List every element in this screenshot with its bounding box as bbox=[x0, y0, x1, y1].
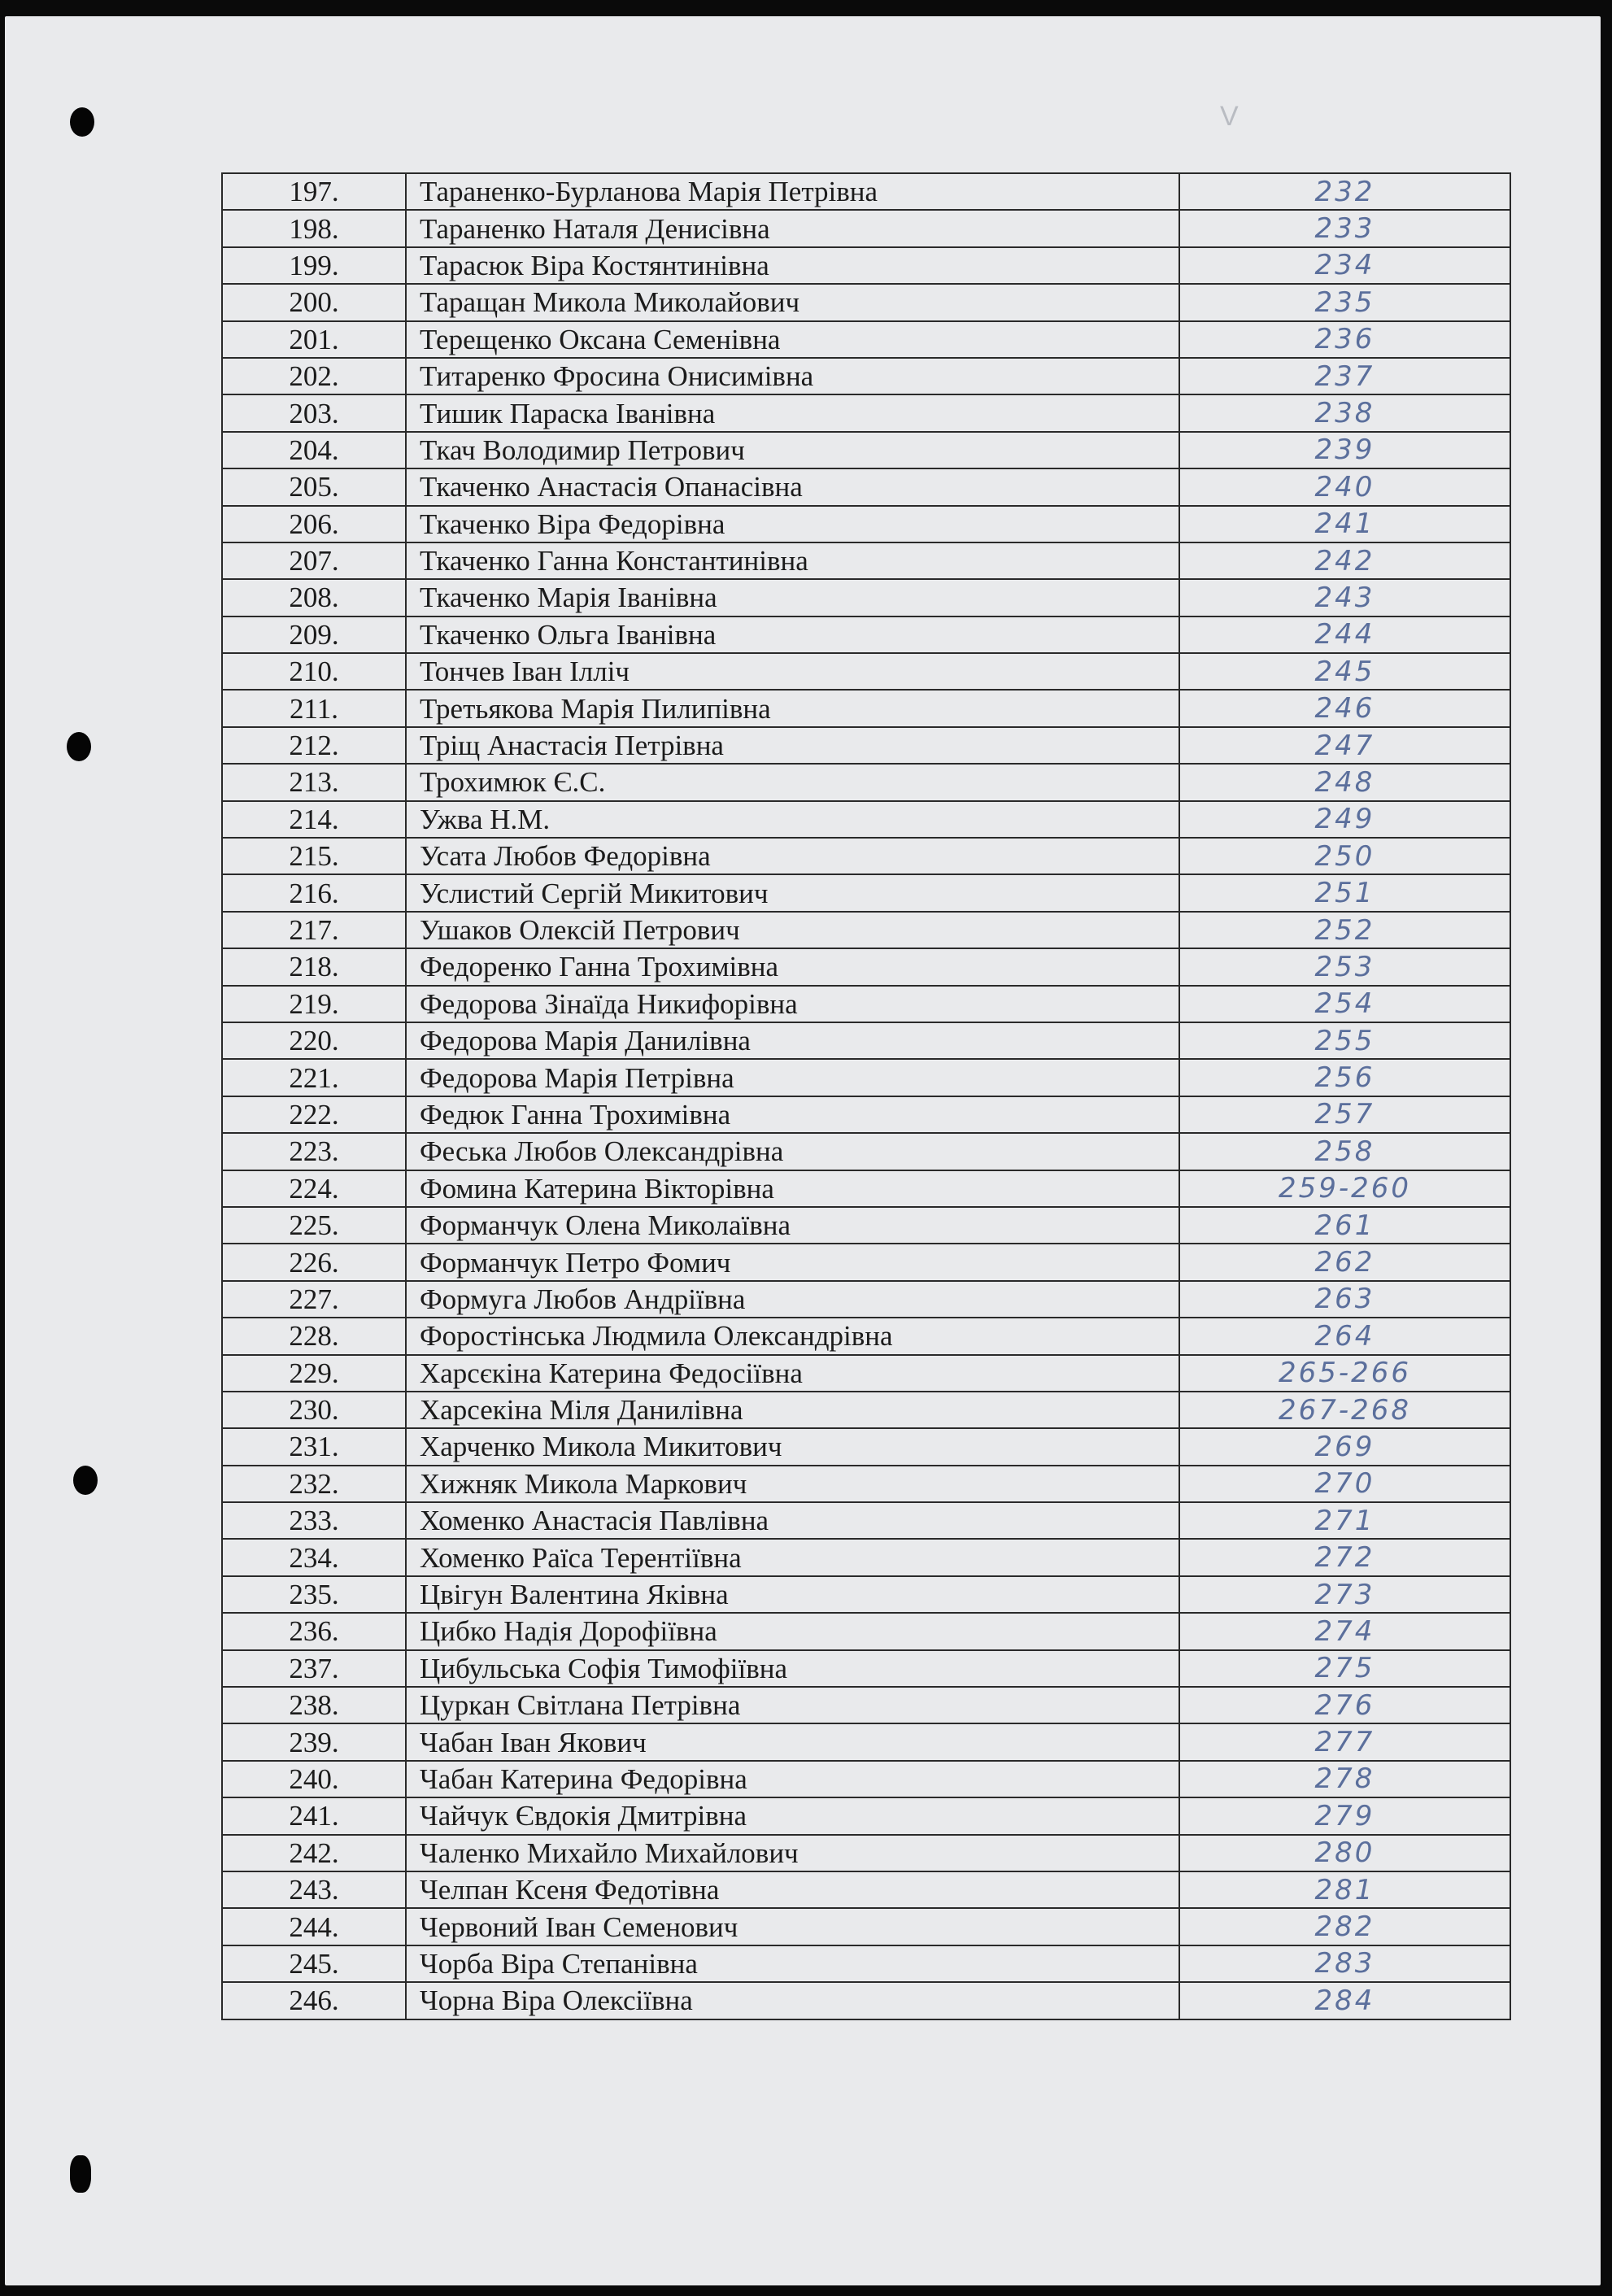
punch-hole-upper-middle bbox=[67, 732, 91, 761]
table-row bbox=[222, 986, 1510, 1022]
row-number: 229. bbox=[222, 1355, 406, 1392]
row-number: 223. bbox=[222, 1133, 406, 1170]
person-name: Терещенко Оксана Семенівна bbox=[406, 321, 1179, 358]
page-reference: 282 bbox=[1179, 1908, 1510, 1945]
row-number: 199. bbox=[222, 247, 406, 284]
page-reference: 233 bbox=[1179, 210, 1510, 246]
table-row bbox=[222, 801, 1510, 838]
person-name: Фомина Катерина Вікторівна bbox=[406, 1170, 1179, 1207]
row-number: 232. bbox=[222, 1466, 406, 1502]
row-number: 219. bbox=[222, 986, 406, 1022]
person-name: Хижняк Микола Маркович bbox=[406, 1466, 1179, 1502]
row-number: 203. bbox=[222, 394, 406, 431]
person-name: Титаренко Фросина Онисимівна bbox=[406, 358, 1179, 394]
table-row bbox=[222, 394, 1510, 431]
page-reference: 253 bbox=[1179, 948, 1510, 985]
table-row bbox=[222, 764, 1510, 800]
person-name: Хоменко Анастасія Павлівна bbox=[406, 1502, 1179, 1539]
table-row bbox=[222, 616, 1510, 653]
row-number: 221. bbox=[222, 1059, 406, 1096]
table-row bbox=[222, 468, 1510, 505]
page-reference: 256 bbox=[1179, 1059, 1510, 1096]
table-row bbox=[222, 912, 1510, 948]
page-reference: 261 bbox=[1179, 1207, 1510, 1244]
person-name: Таращан Микола Миколайович bbox=[406, 284, 1179, 320]
table-row bbox=[222, 1392, 1510, 1428]
person-name: Федорова Марія Петрівна bbox=[406, 1059, 1179, 1096]
row-number: 236. bbox=[222, 1613, 406, 1649]
page-reference: 247 bbox=[1179, 727, 1510, 764]
person-name: Формуга Любов Андріївна bbox=[406, 1281, 1179, 1318]
row-number: 213. bbox=[222, 764, 406, 800]
page-reference: 265-266 bbox=[1179, 1355, 1510, 1392]
page-reference: 240 bbox=[1179, 468, 1510, 505]
page-reference: 249 bbox=[1179, 801, 1510, 838]
person-name: Челпан Ксеня Федотівна bbox=[406, 1871, 1179, 1908]
table-row bbox=[222, 1096, 1510, 1133]
page-reference: 273 bbox=[1179, 1576, 1510, 1613]
punch-hole-top bbox=[70, 107, 94, 137]
row-number: 238. bbox=[222, 1687, 406, 1723]
page-reference: 239 bbox=[1179, 432, 1510, 468]
page-reference: 236 bbox=[1179, 321, 1510, 358]
person-name: Цуркан Світлана Петрівна bbox=[406, 1687, 1179, 1723]
page-reference: 257 bbox=[1179, 1096, 1510, 1133]
page-reference: 258 bbox=[1179, 1133, 1510, 1170]
page-reference: 252 bbox=[1179, 912, 1510, 948]
table-row bbox=[222, 284, 1510, 320]
names-table-body bbox=[222, 173, 1510, 2019]
person-name: Услистий Сергій Микитович bbox=[406, 874, 1179, 911]
row-number: 214. bbox=[222, 801, 406, 838]
table-row bbox=[222, 1428, 1510, 1465]
table-row bbox=[222, 1797, 1510, 1834]
person-name: Тріщ Анастасія Петрівна bbox=[406, 727, 1179, 764]
row-number: 218. bbox=[222, 948, 406, 985]
page-reference: 263 bbox=[1179, 1281, 1510, 1318]
row-number: 217. bbox=[222, 912, 406, 948]
person-name: Трохимюк Є.С. bbox=[406, 764, 1179, 800]
page-reference: 281 bbox=[1179, 1871, 1510, 1908]
person-name: Третьякова Марія Пилипівна bbox=[406, 690, 1179, 726]
person-name: Ужва Н.М. bbox=[406, 801, 1179, 838]
page-reference: 248 bbox=[1179, 764, 1510, 800]
person-name: Тончев Іван Ілліч bbox=[406, 653, 1179, 690]
person-name: Тарасюк Віра Костянтинівна bbox=[406, 247, 1179, 284]
table-row bbox=[222, 506, 1510, 542]
page-reference: 276 bbox=[1179, 1687, 1510, 1723]
person-name: Тишик Параска Іванівна bbox=[406, 394, 1179, 431]
person-name: Ткаченко Анастасія Опанасівна bbox=[406, 468, 1179, 505]
punch-hole-bottom bbox=[70, 2155, 91, 2193]
page-reference: 234 bbox=[1179, 247, 1510, 284]
row-number: 231. bbox=[222, 1428, 406, 1465]
person-name: Цвігун Валентина Яківна bbox=[406, 1576, 1179, 1613]
table-row bbox=[222, 542, 1510, 579]
person-name: Тараненко Наталя Денисівна bbox=[406, 210, 1179, 246]
punch-hole-lower-middle bbox=[73, 1466, 98, 1495]
page-reference: 245 bbox=[1179, 653, 1510, 690]
page-reference: 237 bbox=[1179, 358, 1510, 394]
row-number: 227. bbox=[222, 1281, 406, 1318]
person-name: Ткаченко Ольга Іванівна bbox=[406, 616, 1179, 653]
table-row bbox=[222, 874, 1510, 911]
row-number: 208. bbox=[222, 579, 406, 616]
row-number: 200. bbox=[222, 284, 406, 320]
table-row bbox=[222, 1835, 1510, 1871]
page-reference: 277 bbox=[1179, 1723, 1510, 1760]
page-reference: 279 bbox=[1179, 1797, 1510, 1834]
row-number: 202. bbox=[222, 358, 406, 394]
table-row bbox=[222, 173, 1510, 210]
table-row bbox=[222, 1355, 1510, 1392]
page-reference: 278 bbox=[1179, 1761, 1510, 1797]
person-name: Хоменко Раїса Терентіївна bbox=[406, 1539, 1179, 1575]
table-row bbox=[222, 838, 1510, 874]
row-number: 240. bbox=[222, 1761, 406, 1797]
page-reference: 244 bbox=[1179, 616, 1510, 653]
row-number: 201. bbox=[222, 321, 406, 358]
row-number: 237. bbox=[222, 1650, 406, 1687]
person-name: Форостінська Людмила Олександрівна bbox=[406, 1318, 1179, 1354]
table-row bbox=[222, 1650, 1510, 1687]
table-row bbox=[222, 1908, 1510, 1945]
page-reference: 241 bbox=[1179, 506, 1510, 542]
row-number: 197. bbox=[222, 173, 406, 210]
table-row bbox=[222, 321, 1510, 358]
person-name: Форманчук Олена Миколаївна bbox=[406, 1207, 1179, 1244]
row-number: 209. bbox=[222, 616, 406, 653]
person-name: Червоний Іван Семенович bbox=[406, 1908, 1179, 1945]
person-name: Чайчук Євдокія Дмитрівна bbox=[406, 1797, 1179, 1834]
person-name: Форманчук Петро Фомич bbox=[406, 1244, 1179, 1280]
table-row bbox=[222, 1723, 1510, 1760]
row-number: 216. bbox=[222, 874, 406, 911]
row-number: 234. bbox=[222, 1539, 406, 1575]
page-reference: 254 bbox=[1179, 986, 1510, 1022]
person-name: Чорба Віра Степанівна bbox=[406, 1945, 1179, 1982]
table-row bbox=[222, 1318, 1510, 1354]
row-number: 220. bbox=[222, 1022, 406, 1059]
person-name: Цибульська Софія Тимофіївна bbox=[406, 1650, 1179, 1687]
table-row bbox=[222, 247, 1510, 284]
page-reference: 232 bbox=[1179, 173, 1510, 210]
margin-check-mark: V bbox=[1220, 101, 1239, 132]
row-number: 246. bbox=[222, 1982, 406, 2019]
table-row bbox=[222, 1502, 1510, 1539]
row-number: 215. bbox=[222, 838, 406, 874]
person-name: Ткаченко Ганна Константинівна bbox=[406, 542, 1179, 579]
page-reference: 251 bbox=[1179, 874, 1510, 911]
person-name: Чабан Іван Якович bbox=[406, 1723, 1179, 1760]
table-row bbox=[222, 1466, 1510, 1502]
page-reference: 269 bbox=[1179, 1428, 1510, 1465]
table-row bbox=[222, 432, 1510, 468]
table-row bbox=[222, 1022, 1510, 1059]
row-number: 205. bbox=[222, 468, 406, 505]
row-number: 225. bbox=[222, 1207, 406, 1244]
row-number: 241. bbox=[222, 1797, 406, 1834]
row-number: 210. bbox=[222, 653, 406, 690]
table-row bbox=[222, 653, 1510, 690]
person-name: Ушаков Олексій Петрович bbox=[406, 912, 1179, 948]
person-name: Федорова Зінаїда Никифорівна bbox=[406, 986, 1179, 1022]
table-row bbox=[222, 727, 1510, 764]
row-number: 243. bbox=[222, 1871, 406, 1908]
person-name: Федюк Ганна Трохимівна bbox=[406, 1096, 1179, 1133]
row-number: 244. bbox=[222, 1908, 406, 1945]
page-reference: 242 bbox=[1179, 542, 1510, 579]
page-reference: 264 bbox=[1179, 1318, 1510, 1354]
names-table bbox=[221, 172, 1511, 2020]
table-row bbox=[222, 1982, 1510, 2019]
table-row bbox=[222, 1613, 1510, 1649]
table-row bbox=[222, 1059, 1510, 1096]
person-name: Ткач Володимир Петрович bbox=[406, 432, 1179, 468]
page-reference: 271 bbox=[1179, 1502, 1510, 1539]
row-number: 239. bbox=[222, 1723, 406, 1760]
person-name: Феська Любов Олександрівна bbox=[406, 1133, 1179, 1170]
row-number: 212. bbox=[222, 727, 406, 764]
table-row bbox=[222, 1761, 1510, 1797]
table-row bbox=[222, 948, 1510, 985]
page-reference: 272 bbox=[1179, 1539, 1510, 1575]
person-name: Чаленко Михайло Михайлович bbox=[406, 1835, 1179, 1871]
row-number: 206. bbox=[222, 506, 406, 542]
row-number: 230. bbox=[222, 1392, 406, 1428]
person-name: Усата Любов Федорівна bbox=[406, 838, 1179, 874]
page-reference: 283 bbox=[1179, 1945, 1510, 1982]
page-reference: 262 bbox=[1179, 1244, 1510, 1280]
person-name: Харсекіна Міля Данилівна bbox=[406, 1392, 1179, 1428]
page-reference: 270 bbox=[1179, 1466, 1510, 1502]
person-name: Харсєкіна Катерина Федосіївна bbox=[406, 1355, 1179, 1392]
row-number: 204. bbox=[222, 432, 406, 468]
person-name: Ткаченко Віра Федорівна bbox=[406, 506, 1179, 542]
page-reference: 255 bbox=[1179, 1022, 1510, 1059]
page-reference: 267-268 bbox=[1179, 1392, 1510, 1428]
page-reference: 250 bbox=[1179, 838, 1510, 874]
person-name: Тараненко-Бурланова Марія Петрівна bbox=[406, 173, 1179, 210]
row-number: 242. bbox=[222, 1835, 406, 1871]
table-row bbox=[222, 1133, 1510, 1170]
table-row bbox=[222, 579, 1510, 616]
table-row bbox=[222, 1539, 1510, 1575]
table-row bbox=[222, 1281, 1510, 1318]
person-name: Харченко Микола Микитович bbox=[406, 1428, 1179, 1465]
page-reference: 243 bbox=[1179, 579, 1510, 616]
table-row bbox=[222, 690, 1510, 726]
table-row bbox=[222, 1687, 1510, 1723]
person-name: Чабан Катерина Федорівна bbox=[406, 1761, 1179, 1797]
row-number: 245. bbox=[222, 1945, 406, 1982]
table-row bbox=[222, 1871, 1510, 1908]
row-number: 228. bbox=[222, 1318, 406, 1354]
table-row bbox=[222, 358, 1510, 394]
page-reference: 280 bbox=[1179, 1835, 1510, 1871]
row-number: 235. bbox=[222, 1576, 406, 1613]
table-row bbox=[222, 1244, 1510, 1280]
row-number: 222. bbox=[222, 1096, 406, 1133]
page-reference: 246 bbox=[1179, 690, 1510, 726]
row-number: 207. bbox=[222, 542, 406, 579]
page-reference: 238 bbox=[1179, 394, 1510, 431]
row-number: 211. bbox=[222, 690, 406, 726]
page-reference: 284 bbox=[1179, 1982, 1510, 2019]
page-reference: 274 bbox=[1179, 1613, 1510, 1649]
person-name: Федоренко Ганна Трохимівна bbox=[406, 948, 1179, 985]
row-number: 233. bbox=[222, 1502, 406, 1539]
page-reference: 235 bbox=[1179, 284, 1510, 320]
page-reference: 275 bbox=[1179, 1650, 1510, 1687]
table-row bbox=[222, 1170, 1510, 1207]
row-number: 226. bbox=[222, 1244, 406, 1280]
row-number: 224. bbox=[222, 1170, 406, 1207]
person-name: Федорова Марія Данилівна bbox=[406, 1022, 1179, 1059]
table-row bbox=[222, 210, 1510, 246]
page-reference: 259-260 bbox=[1179, 1170, 1510, 1207]
row-number: 198. bbox=[222, 210, 406, 246]
person-name: Чорна Віра Олексіївна bbox=[406, 1982, 1179, 2019]
table-row bbox=[222, 1207, 1510, 1244]
table-row bbox=[222, 1945, 1510, 1982]
table-row bbox=[222, 1576, 1510, 1613]
person-name: Ткаченко Марія Іванівна bbox=[406, 579, 1179, 616]
person-name: Цибко Надія Дорофіївна bbox=[406, 1613, 1179, 1649]
